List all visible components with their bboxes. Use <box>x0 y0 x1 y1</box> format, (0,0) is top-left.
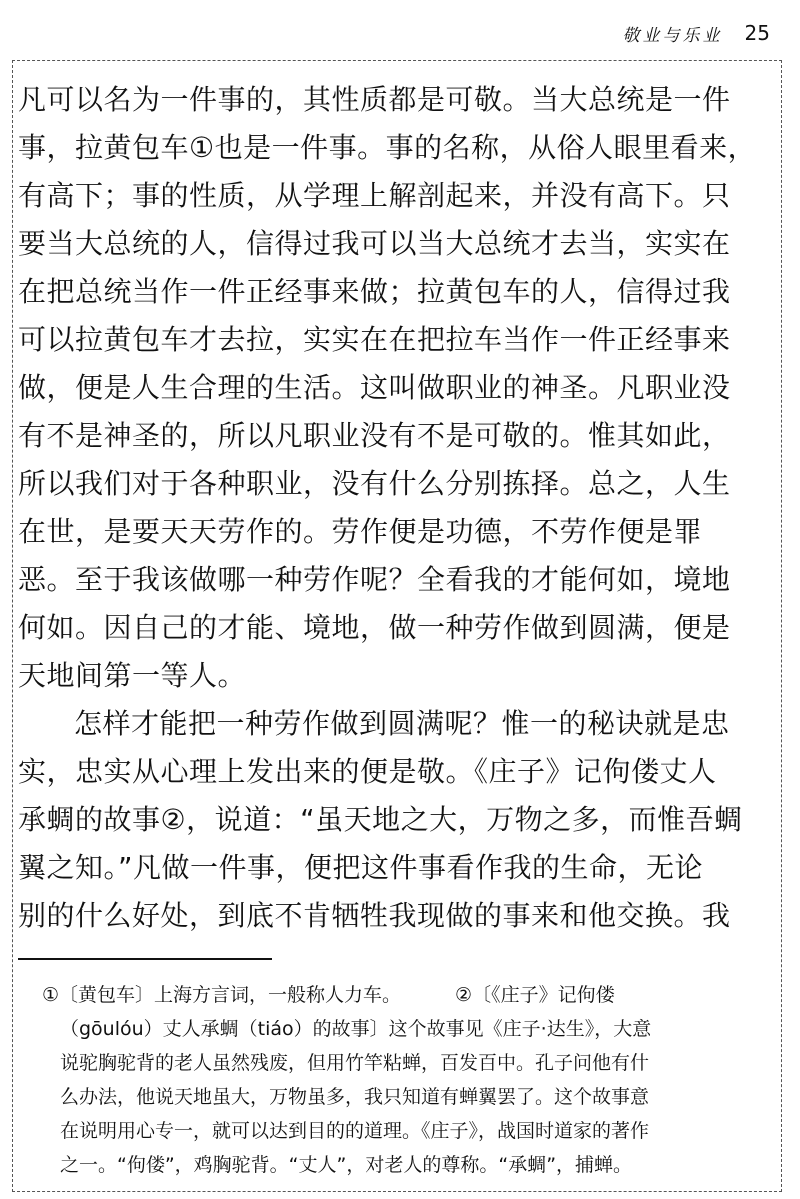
footnote-line: 么办法，他说天地虽大，万物虽多，我只知道有蝉翼罢了。这个故事意 <box>60 1086 650 1108</box>
body-line: 事，拉黄包车①也是一件事。事的名称，从俗人眼里看来， <box>18 131 757 164</box>
body-line: 做，便是人生合理的生活。这叫做职业的神圣。凡职业没 <box>18 371 731 404</box>
footnote-line: 说驼胸驼背的老人虽然残废，但用竹竿粘蝉，百发百中。孔子问他有什 <box>60 1052 650 1074</box>
body-text <box>18 76 784 940</box>
body-line: 在把总统当作一件正经事来做；拉黄包车的人，信得过我 <box>18 275 731 308</box>
body-line: 所以我们对于各种职业，没有什么分别拣择。总之，人生 <box>18 467 731 500</box>
body-line: 何如。因自己的才能、境地，做一种劳作做到圆满，便是 <box>18 611 731 644</box>
body-line: 有高下；事的性质，从学理上解剖起来，并没有高下。只 <box>18 179 731 212</box>
footnote-first-line <box>42 978 782 1012</box>
footnote-2-start: ②〔《庄子》记佝偻 <box>455 984 615 1006</box>
body-line: 要当大总统的人，信得过我可以当大总统才去当，实实在 <box>18 227 731 260</box>
paragraph-start-line: 怎样才能把一种劳作做到圆满呢？惟一的秘诀就是忠 <box>74 707 730 740</box>
footnote-1: ①〔黄包车〕上海方言词，一般称人力车。 <box>42 984 402 1006</box>
footnotes <box>42 978 782 1182</box>
body-line: 天地间第一等人。 <box>18 659 247 692</box>
body-line: 可以拉黄包车才去拉，实实在在把拉车当作一件正经事来 <box>18 323 731 356</box>
body-line: 实，忠实从心理上发出来的便是敬。《庄子》记佝偻丈人 <box>18 755 717 788</box>
body-line: 在世，是要天天劳作的。劳作便是功德，不劳作便是罪 <box>18 515 703 548</box>
footnote-line: 在说明用心专一，就可以达到目的的道理。《庄子》，战国时道家的著作 <box>60 1120 650 1142</box>
running-header-title: 敬业与乐业 <box>622 25 723 46</box>
body-line: 恶。至于我该做哪一种劳作呢？全看我的才能何如，境地 <box>18 563 731 596</box>
body-line: 有不是神圣的，所以凡职业没有不是可敬的。惟其如此， <box>18 419 731 452</box>
page-number: 25 <box>744 21 770 45</box>
body-line: 翼之知。”凡做一件事，便把这件事看作我的生命，无论 <box>18 851 704 884</box>
body-line: 凡可以名为一件事的，其性质都是可敬。当大总统是一件 <box>18 83 731 116</box>
running-header <box>623 18 770 48</box>
body-line: 别的什么好处，到底不肯牺牲我现做的事来和他交换。我 <box>18 899 731 932</box>
body-line: 承蜩的故事②，说道：“虽天地之大，万物之多，而惟吾蜩 <box>18 803 743 836</box>
footnote-line: （gōulóu）丈人承蜩（tiáo）的故事〕这个故事见《庄子·达生》，大意 <box>60 1018 652 1040</box>
footnote-line: 之一。“佝偻”，鸡胸驼背。“丈人”，对老人的尊称。“承蜩”，捕蝉。 <box>60 1154 633 1176</box>
footnote-divider <box>18 958 272 960</box>
